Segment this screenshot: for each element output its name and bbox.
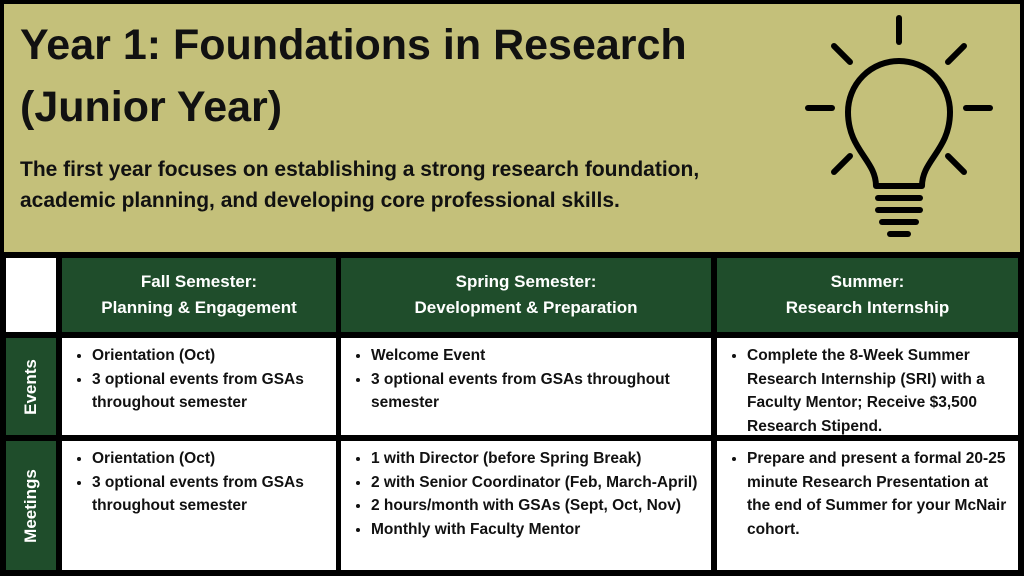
list-item: • Complete the 8-Week Summer Research Internship (SRI) with a Faculty Mentor; Receive $3,500 Research Stipend. [747,344,1010,438]
list-item: • 3 optional events from GSAs throughout semester [371,368,703,415]
list-item: • 2 hours/month with GSAs (Sept, Oct, Nov) [371,494,703,518]
events-spring-cell [341,338,711,435]
list-item: • Orientation (Oct) [92,447,328,471]
column-header-summer-line2: Research Internship [785,298,950,317]
list-item: • 1 with Director (before Spring Break) [371,447,703,471]
column-header-fall-line1: Fall Semester: [140,272,258,291]
column-header-spring-line1: Spring Semester: [455,272,597,291]
meetings-summer-cell [717,441,1018,570]
list-item: • 3 optional events from GSAs throughout semester [92,471,328,518]
row-header-meetings-label: Meetings [21,468,40,543]
title-line-1: Year 1: Foundations in Research [20,21,687,69]
column-header-spring [341,258,711,332]
header-banner [4,4,1020,252]
events-summer-cell [717,338,1018,435]
column-header-spring-line2: Development & Preparation [414,298,638,317]
column-header-fall [62,258,336,332]
column-header-summer [717,258,1018,332]
title-line-2: (Junior Year) [20,83,283,131]
table-corner [6,258,56,332]
meetings-fall-cell [62,441,336,570]
row-header-events [6,338,56,435]
row-header-events-label: Events [21,358,40,415]
row-header-meetings [6,441,56,570]
column-header-summer-line1: Summer: [830,272,905,291]
subtitle-line-1: The first year focuses on establishing a strong research foundation, [20,158,700,181]
page-subtitle [20,154,780,216]
lightbulb-icon [804,10,994,250]
events-fall-cell [62,338,336,435]
page-title [20,14,780,138]
list-item: • Monthly with Faculty Mentor [371,518,703,542]
list-item: • 3 optional events from GSAs throughout semester [92,368,328,415]
subtitle-line-2: academic planning, and developing core professional skills. [20,189,620,212]
column-header-fall-line2: Planning & Engagement [101,298,297,317]
list-item: • 2 with Senior Coordinator (Feb, March-April) [371,471,703,495]
list-item: • Prepare and present a formal 20-25 minute Research Presentation at the end of Summer for your McNair cohort. [747,447,1010,541]
meetings-spring-cell [341,441,711,570]
list-item: • Welcome Event [371,344,703,368]
list-item: • Orientation (Oct) [92,344,328,368]
